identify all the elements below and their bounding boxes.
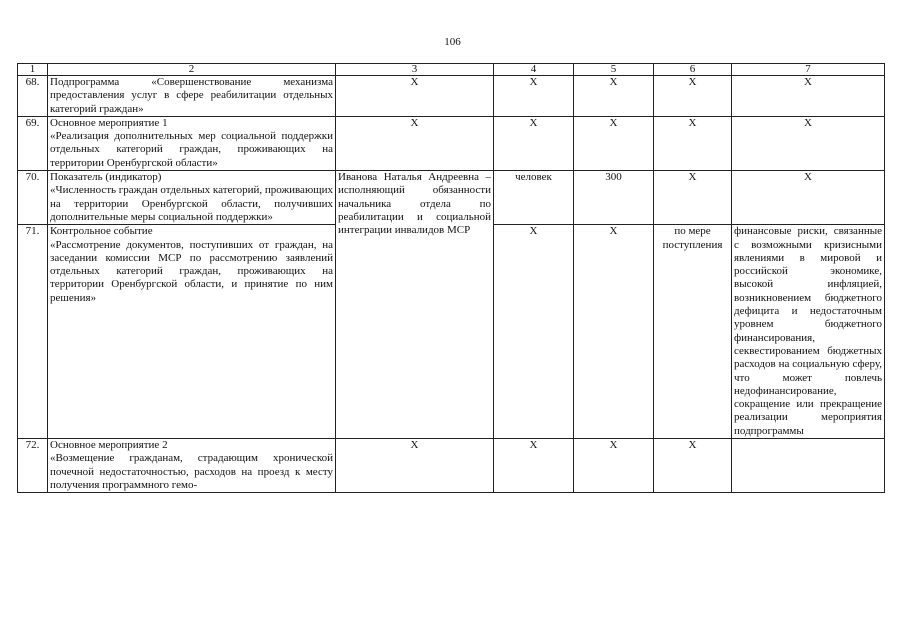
page-number: 106	[444, 36, 461, 48]
empty-cell	[732, 439, 885, 493]
x-mark: X	[654, 171, 732, 225]
column-header: 6	[654, 64, 732, 76]
row-body: «Реализация дополнительных мер социальной поддержки отдельных категорий граждан, проживающих на территории Оренбургской области»	[50, 130, 333, 169]
row-description	[48, 171, 336, 225]
row-description	[48, 225, 336, 439]
column-header: 4	[494, 64, 574, 76]
column-header: 2	[48, 64, 336, 76]
x-mark: X	[494, 225, 574, 439]
table-row	[18, 439, 885, 493]
x-mark: X	[654, 76, 732, 117]
column-header: 7	[732, 64, 885, 76]
x-mark: X	[574, 116, 654, 170]
row-number: 70.	[18, 171, 48, 225]
row-description	[48, 439, 336, 493]
header-row	[18, 64, 885, 76]
row-title: Основное мероприятие 2	[50, 439, 168, 452]
program-table	[17, 63, 885, 493]
x-mark: X	[336, 76, 494, 117]
x-mark: X	[732, 116, 885, 170]
row-title: Показатель (индикатор)	[50, 171, 162, 184]
row-body: «Численность граждан отдельных категорий, проживающих на территории Оренбургской области, получивших дополнительные меры социальной поддержки»	[50, 184, 334, 223]
row-description	[48, 116, 336, 170]
table-row	[18, 76, 885, 117]
x-mark: X	[574, 225, 654, 439]
row-title: Основное мероприятие 1	[50, 116, 168, 129]
row-number: 71.	[18, 225, 48, 439]
responsible-person: Иванова Наталья Андреевна – исполняющий обязанности начальника отдела по реабилитации и социальной интеграции инвалидов МСР	[336, 171, 494, 439]
value-cell: 300	[574, 171, 654, 225]
x-mark: X	[574, 76, 654, 117]
risk-description: финансовые риски, связанные с возможными кризисными явлениями в мировой и российской экономике, высокой инфляцией, возникновением бюджетного дефицита и недостаточным уровнем бюджетного финансирования, секвестированием бюджетных расходов на социальную сферу, что может повлечь недофинансирование, сокращение или прекращение реализации мероприятия подпрограммы	[732, 225, 885, 439]
row-body: «Возмещение гражданам, страдающим хронической почечной недостаточностью, расходов на проезд к месту получения программного гемо-	[50, 452, 333, 491]
row-title: Подпрограмма «Совершенствование механизма предоставления услуг в сфере реабилитации отдельных категорий граждан»	[48, 76, 336, 117]
x-mark: X	[654, 116, 732, 170]
x-mark: X	[494, 439, 574, 493]
row-number: 68.	[18, 76, 48, 117]
row-body: «Рассмотрение документов, поступивших от граждан, на заседании комиссии МСР по рассмотрению заявлений отдельных категорий граждан, проживающих на территории Оренбургской области, и принятие по ним решения»	[50, 238, 333, 304]
table-row	[18, 171, 885, 225]
x-mark: X	[654, 439, 732, 493]
x-mark: X	[336, 439, 494, 493]
unit-cell: человек	[494, 171, 574, 225]
x-mark: X	[494, 76, 574, 117]
column-header: 5	[574, 64, 654, 76]
column-header: 3	[336, 64, 494, 76]
deadline-cell: по мере поступления	[654, 225, 732, 439]
row-title: Контрольное событие	[50, 225, 153, 238]
x-mark: X	[336, 116, 494, 170]
x-mark: X	[574, 439, 654, 493]
column-header: 1	[18, 64, 48, 76]
table-row	[18, 116, 885, 170]
x-mark: X	[732, 76, 885, 117]
row-number: 72.	[18, 439, 48, 493]
x-mark: X	[732, 171, 885, 225]
x-mark: X	[494, 116, 574, 170]
row-number: 69.	[18, 116, 48, 170]
